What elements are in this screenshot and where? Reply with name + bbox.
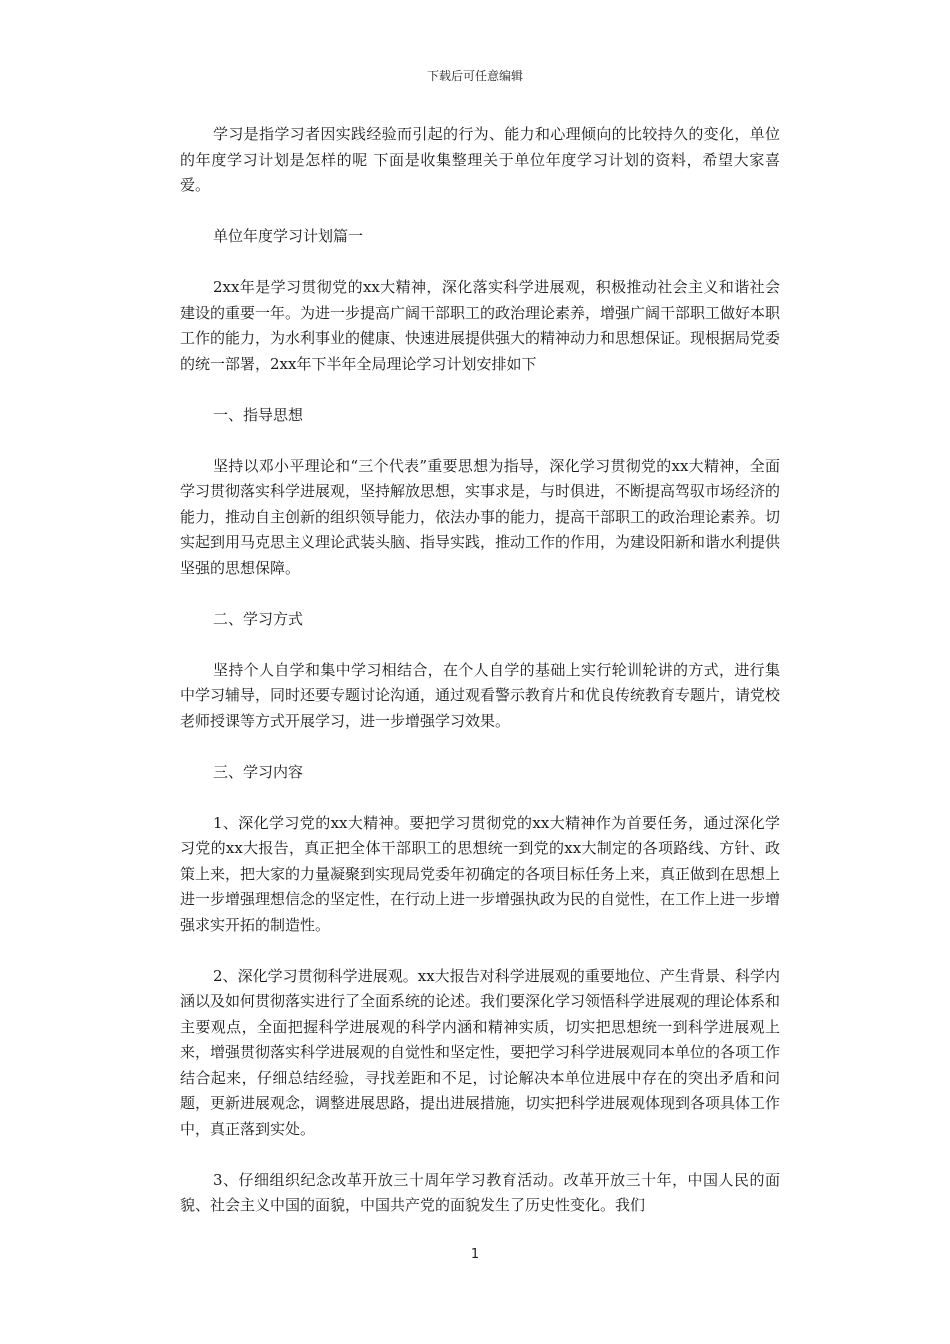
section-title: 单位年度学习计划篇一 [213,227,364,245]
content-item-3: 3、仔细组织纪念改革开放三十周年学习教育活动。改革开放三十年，中国人民的面貌、社会主义中国的面貌，中国共产党的面貌发生了历史性变化。我们 [180,1170,780,1214]
study-method-paragraph: 坚持个人自学和集中学习相结合，在个人自学的基础上实行轮训轮讲的方式，进行集中学习辅导，同时还要专题讨论沟通，通过观看警示教育片和优良传统教育专题片，请党校老师授课等方式开展学习，进一步增强学习效果。 [180,660,781,730]
heading-guiding-thought: 一、指导思想 [213,405,304,424]
guiding-thought-paragraph: 坚持以邓小平理论和“三个代表”重要思想为指导，深化学习贯彻党的xx大精神，全面学习贯彻落实科学进展观，坚持解放思想，实事求是，与时俱进，不断提高驾驭市场经济的能力，推动自主创新的组织领导能力，依法办事的能力，提高干部职工的政治理论素养。切实起到用马克思主义理论武装头脑、指导实践，推动工作的作用，为建设阳新和谐水利提供坚强的思想保障。 [180,456,781,577]
document-body [180,122,780,1219]
overview-paragraph: 2xx年是学习贯彻党的xx大精神，深化落实科学进展观，积极推动社会主义和谐社会建设的重要一年。为进一步提高广阔干部职工的政治理论素养，增强广阔干部职工做好本职工作的能力，为水利事业的健康、快速进展提供强大的精神动力和思想保证。现根据局党委的统一部署，2xx年下半年全局理论学习计划安排如下 [180,278,781,373]
page-header: 下载后可任意编辑 [426,69,523,83]
content-item-2: 2、深化学习贯彻科学进展观。xx大报告对科学进展观的重要地位、产生背景、科学内涵以及如何贯彻落实进行了全面系统的论述。我们要深化学习领悟科学进展观的理论体系和主要观点，全面把握科学进展观的科学内涵和精神实质，切实把思想统一到科学进展观上来，增强贯彻落实科学进展观的自觉性和坚定性，要把学习科学进展观同本单位的各项工作结合起来，仔细总结经验，寻找差距和不足，讨论解决本单位进展中存在的突出矛盾和问题，更新进展观念，调整进展思路，提出进展措施，切实把科学进展观体现到各项具体工作中，真正落到实处。 [180,966,781,1138]
heading-study-content: 三、学习内容 [213,762,304,781]
content-item-1: 1、深化学习党的xx大精神。要把学习贯彻党的xx大精神作为首要任务，通过深化学习党的xx大报告，真正把全体干部职工的思想统一到党的xx大制定的各项路线、方针、政策上来，把大家的力量凝聚到实现局党委年初确定的各项目标任务上来，真正做到在思想上进一步增强理想信念的坚定性，在行动上进一步增强执政为民的自觉性，在工作上进一步增强求实开拓的制造性。 [180,813,781,934]
page-number: 1 [470,1247,480,1262]
intro-paragraph: 学习是指学习者因实践经验而引起的行为、能力和心理倾向的比较持久的变化，单位的年度学习计划是怎样的呢 下面是收集整理关于单位年度学习计划的资料，希望大家喜爱。 [180,125,780,194]
heading-study-method: 二、学习方式 [213,609,304,628]
